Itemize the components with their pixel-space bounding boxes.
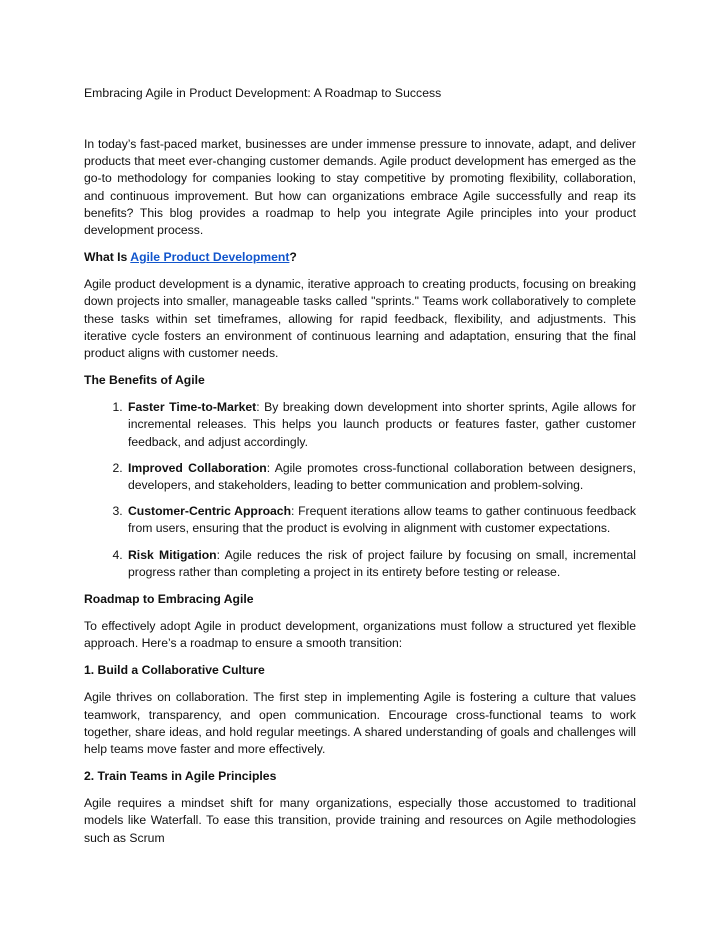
list-item <box>126 547 636 581</box>
benefit-term: Risk Mitigation <box>128 547 217 562</box>
list-item <box>126 503 636 537</box>
list-item <box>126 399 636 451</box>
benefit-term: Faster Time-to-Market <box>128 400 257 415</box>
step2-heading: 2. Train Teams in Agile Principles <box>84 769 277 784</box>
benefits-list <box>84 399 636 581</box>
benefit-text: : Agile promotes cross-functional collaboration between designers, developers, and stakeholders, leading to better communication and problem-solving. <box>128 460 636 493</box>
step2-paragraph: Agile requires a mindset shift for many organizations, especially those accustomed to traditional models like Waterfall. To ease this transition, provide training and resources on Agile methodologies such as Scrum <box>84 796 636 845</box>
roadmap-paragraph: To effectively adopt Agile in product development, organizations must follow a structured yet flexible approach. Here’s a roadmap to ensure a smooth transition: <box>84 619 636 651</box>
step1-heading: 1. Build a Collaborative Culture <box>84 663 265 678</box>
benefits-heading: The Benefits of Agile <box>84 373 205 388</box>
intro-paragraph: In today’s fast-paced market, businesses are under immense pressure to innovate, adapt, and deliver products that meet ever-changing customer demands. Agile product development has emerged as the go-to methodology for companies looking to stay competitive by promoting flexibility, collaboration, and continuous improvement. But how can organizations embrace Agile successfully and reap its benefits? This blog provides a roadmap to help you integrate Agile principles into your product development process. <box>84 137 636 238</box>
what-is-paragraph: Agile product development is a dynamic, iterative approach to creating products, focusing on breaking down projects into smaller, manageable tasks called "sprints." Teams work collaboratively to complete these tasks within set timeframes, allowing for rapid feedback, flexibility, and adjustments. This iterative cycle fosters an environment of continuous learning and adaptation, ensuring that the final product aligns with customer needs. <box>84 277 636 361</box>
roadmap-heading: Roadmap to Embracing Agile <box>84 592 254 607</box>
document-title: Embracing Agile in Product Development: A Roadmap to Success <box>84 86 442 100</box>
what-is-prefix: What Is <box>84 250 131 265</box>
benefit-text: : Agile reduces the risk of project failure by focusing on small, incremental progress rather than completing a project in its entirety before testing or release. <box>128 547 636 579</box>
benefit-term: Improved Collaboration <box>128 460 267 475</box>
step1-paragraph: Agile thrives on collaboration. The first step in implementing Agile is fostering a culture that values teamwork, transparency, and open communication. Encourage cross-functional teams to work together, share ideas, and hold regular meetings. A shared understanding of goals and challenges will help teams move faster and more effectively. <box>84 690 636 757</box>
agile-product-development-link[interactable]: Agile Product Development <box>130 250 290 265</box>
list-item <box>126 460 636 494</box>
what-is-heading <box>84 249 636 266</box>
benefit-text: : By breaking down development into shorter sprints, Agile allows for incremental releases. This helps you launch products or features faster, gather customer feedback, and adjust accordingly. <box>128 400 636 449</box>
benefit-text: : Frequent iterations allow teams to gather continuous feedback from users, ensuring that the product is evolving in alignment with customer expectations. <box>128 504 637 536</box>
what-is-suffix: ? <box>289 250 297 265</box>
document-page <box>84 86 636 857</box>
benefit-term: Customer-Centric Approach <box>128 504 292 519</box>
